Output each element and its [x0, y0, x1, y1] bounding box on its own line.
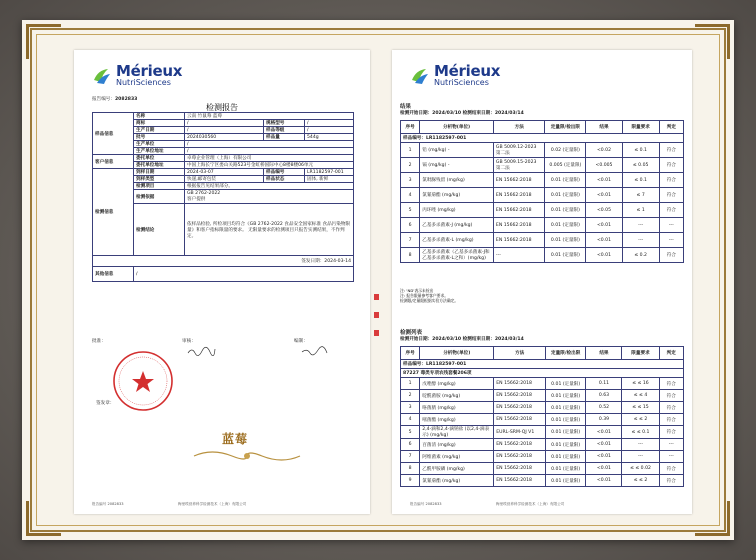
- table-cell: 0.01 (定量限): [545, 451, 586, 463]
- table-cell: ---: [659, 439, 683, 451]
- page-tab-marker: [374, 312, 379, 318]
- field-label: 到样类型: [134, 176, 185, 183]
- field-label: 检测依据: [134, 190, 185, 204]
- table-cell: 2: [401, 158, 420, 173]
- field-label: 到样日期: [134, 169, 185, 176]
- table-cell: 0.01 (定量限): [545, 414, 586, 426]
- field-value: /: [134, 267, 354, 282]
- report-number-value: 2082833: [114, 97, 138, 102]
- table-cell: 符合: [659, 402, 683, 414]
- official-seal-icon: [112, 350, 174, 412]
- table-cell: GB 5009.15-2023 第二法: [493, 158, 545, 173]
- table-cell: ---: [493, 248, 545, 263]
- issue-date: 签发日期：2024-03-14: [93, 256, 354, 267]
- table-cell: 阿维菌素 (mg/kg): [420, 451, 494, 463]
- table-cell: ≤ ≤ 15: [622, 402, 659, 414]
- table-row: [401, 451, 684, 463]
- table-cell: 0.52: [586, 402, 622, 414]
- column-header: 结果: [586, 347, 622, 360]
- column-header: 定量限/检出限: [545, 347, 586, 360]
- table-cell: EN 15662:2018: [494, 463, 546, 475]
- row-group-label: 样品信息: [93, 113, 134, 155]
- column-header: 结果: [586, 121, 622, 134]
- table-cell: 符合: [659, 248, 683, 263]
- signature-icon: [186, 346, 216, 356]
- table-cell: 0.01 (定量限): [545, 402, 586, 414]
- field-value: /: [185, 127, 264, 134]
- note-line: 检测限/定量限根据实验方法确定。: [400, 298, 459, 303]
- field-label: 样品编号: [264, 169, 305, 176]
- table-cell: 符合: [659, 158, 683, 173]
- field-label: 生产单位地址: [134, 148, 185, 155]
- table-cell: ≤ ≤ 2: [622, 475, 659, 487]
- table-cell: <0.01: [586, 248, 622, 263]
- table-cell: 符合: [659, 414, 683, 426]
- corner-ornament: [695, 501, 730, 536]
- table-cell: <0.01: [586, 463, 622, 475]
- table-cell: 乙基多杀菌素-J (mg/kg): [420, 218, 494, 233]
- results-table: [400, 120, 684, 263]
- field-label: 委托单位地址: [134, 162, 185, 169]
- table-cell: ---: [659, 218, 683, 233]
- table-cell: 啶酰菌胺 (mg/kg): [420, 390, 494, 402]
- table-cell: ---: [659, 451, 683, 463]
- note-line: 注: 报告限量参考客户要求。: [400, 293, 449, 298]
- report-page-right: [392, 50, 692, 514]
- report-number-label: 报告编号：: [92, 97, 115, 102]
- table-row: [401, 378, 684, 390]
- field-value: /: [305, 120, 354, 127]
- table-cell: 符合: [659, 390, 683, 402]
- table-row: [401, 203, 684, 218]
- table-cell: EURL-SRM-QJ V1: [494, 426, 546, 439]
- table-row: [401, 248, 684, 263]
- table-cell: ---: [659, 233, 683, 248]
- table-cell: 1: [401, 143, 420, 158]
- field-label: 名称: [134, 113, 185, 120]
- table-cell: 0.01 (定量限): [545, 248, 586, 263]
- table-cell: EN 15662:2018: [493, 188, 545, 203]
- field-value: 根据报告见结果部分。: [185, 183, 354, 190]
- table-cell: 0.01 (定量限): [545, 463, 586, 475]
- sample-info-table: [92, 112, 354, 282]
- table-cell: 0.01 (定量限): [545, 439, 586, 451]
- table-cell: EN 15662:2018: [494, 475, 546, 487]
- sample-number: 样品编号：LR1182597-001: [401, 134, 684, 143]
- table-cell: 0.02 (定量限): [545, 143, 586, 158]
- table-cell: 6: [401, 439, 420, 451]
- table-cell: ≤ 0.05: [622, 158, 659, 173]
- column-header: 序号: [401, 121, 420, 134]
- table-cell: 4: [401, 188, 420, 203]
- table-cell: EN 15662:2018: [493, 218, 545, 233]
- table-cell: EN 15662:2018: [494, 402, 546, 414]
- field-value: /: [185, 141, 354, 148]
- table-cell: ≤ ≤ 16: [622, 378, 659, 390]
- table-row: [401, 143, 684, 158]
- table-cell: ---: [622, 451, 659, 463]
- table-cell: 0.11: [586, 378, 622, 390]
- page-title: 检测报告: [206, 103, 238, 112]
- field-label: 规格型号: [264, 120, 305, 127]
- report-page-left: [74, 50, 370, 514]
- table-cell: <0.01: [586, 173, 622, 188]
- sign-prepare: 审核：: [182, 339, 196, 344]
- results-notes: [400, 288, 458, 303]
- table-cell: 符合: [659, 143, 683, 158]
- table-cell: 7: [401, 451, 420, 463]
- table-cell: EN 15662:2018: [494, 439, 546, 451]
- table-row: [401, 414, 684, 426]
- table-cell: EN 15662:2018: [494, 390, 546, 402]
- table-row: [401, 439, 684, 451]
- table-cell: ---: [622, 233, 659, 248]
- field-value: /: [305, 127, 354, 134]
- table-cell: GB 5009.12-2023 第二法: [493, 143, 545, 158]
- table-cell: 符合: [659, 426, 683, 439]
- table-cell: 0.01 (定量限): [545, 188, 586, 203]
- table-row: [93, 256, 354, 267]
- table-cell: <0.01: [586, 451, 622, 463]
- column-header: 定量限/检出限: [545, 121, 586, 134]
- field-value: LR1182597-001: [305, 169, 354, 176]
- column-header: 限量要求: [622, 121, 659, 134]
- field-value: /: [185, 148, 354, 155]
- table-cell: 5: [401, 203, 420, 218]
- table-cell: 嘧菌酯 (mg/kg): [420, 414, 494, 426]
- table-cell: 乙基多杀菌素-L (mg/kg): [420, 233, 494, 248]
- table-cell: EN 15662:2018: [494, 378, 546, 390]
- table-cell: <0.05: [586, 203, 622, 218]
- table-row: [93, 113, 354, 120]
- column-header: 判定: [659, 121, 683, 134]
- field-value: 2024-03-07: [185, 169, 264, 176]
- section-list-title: 检测列表: [400, 330, 423, 336]
- field-value: 2024030560: [185, 134, 264, 141]
- table-row: [401, 475, 684, 487]
- column-header: 限量要求: [622, 347, 659, 360]
- stamp-label: 签发章：: [96, 401, 115, 406]
- test-package-label: 87227 莓类专项农残套餐206项: [401, 369, 684, 378]
- product-name: 蓝莓: [222, 432, 249, 446]
- table-row: [401, 463, 684, 475]
- table-cell: ≤ 7: [622, 188, 659, 203]
- brand-name: Mérieux: [434, 62, 501, 80]
- field-value: 固体, 新鲜: [305, 176, 354, 183]
- corner-ornament: [26, 24, 61, 59]
- table-row: [401, 360, 684, 369]
- field-label: 检测结论: [134, 204, 185, 256]
- field-label: 样品等级: [264, 127, 305, 134]
- table-row: [93, 267, 354, 282]
- brand-sub: NutriSciences: [434, 78, 489, 87]
- footer-left: 报告编号 2082833: [92, 502, 124, 506]
- table-cell: 氯氰菊酯 (mg/kg): [420, 188, 494, 203]
- field-label: 生产日期: [134, 127, 185, 134]
- table-cell: 6: [401, 218, 420, 233]
- brand-logo: [92, 62, 212, 90]
- logo-mark-icon: [410, 66, 430, 86]
- table-cell: 氯氰菊酯 (mg/kg): [420, 475, 494, 487]
- corner-ornament: [26, 501, 61, 536]
- table-cell: 镉 (mg/kg) -: [420, 158, 494, 173]
- table-cell: <0.01: [586, 218, 622, 233]
- table-row: [401, 134, 684, 143]
- table-cell: 0.01 (定量限): [545, 426, 586, 439]
- table-cell: 符合: [659, 378, 683, 390]
- table-cell: ≤ ≤ 2: [622, 414, 659, 426]
- table-cell: 氯吡脲残留 (mg/kg): [420, 173, 494, 188]
- field-value: 云南 竹鼠莓 蓝莓: [185, 113, 354, 120]
- table-cell: 铅 (mg/kg) -: [420, 143, 494, 158]
- table-cell: 0.01 (定量限): [545, 233, 586, 248]
- table-cell: 1: [401, 378, 420, 390]
- list-meta: 检测开始日期：2024/03/10 检测结束日期：2024/03/14: [400, 337, 524, 342]
- table-cell: ≤ 0.1: [622, 143, 659, 158]
- table-cell: 9: [401, 475, 420, 487]
- table-cell: 0.01 (定量限): [545, 390, 586, 402]
- field-label: 样品量: [264, 134, 305, 141]
- table-cell: 0.01 (定量限): [545, 203, 586, 218]
- field-value: /: [185, 120, 264, 127]
- field-value: 依样品检验, 所检项目均符合《GB 2762-2022 食品安全国家标准 食品污染物限量》和客户指标限量的要求。 无限量要求的检测项目只报告实测结果，不作判定。: [185, 204, 354, 256]
- row-group-label: 检测信息: [93, 169, 134, 256]
- note-line: 注: ‘ND’表示未检出: [400, 288, 434, 293]
- table-cell: 符合: [659, 203, 683, 218]
- table-cell: 0.01 (定量限): [545, 475, 586, 487]
- table-cell: 百菌清 (mg/kg): [420, 439, 494, 451]
- table-cell: 乙酰甲胺磷 (mg/kg): [420, 463, 494, 475]
- footer-mid: 梅里埃营养科学检测技术（上海）有限公司: [496, 502, 565, 506]
- table-cell: ≤ ≤ 0.1: [622, 426, 659, 439]
- table-row: [401, 402, 684, 414]
- field-value: 快递,邮寄包装: [185, 176, 264, 183]
- corner-ornament: [695, 24, 730, 59]
- field-label: 批号: [134, 134, 185, 141]
- table-cell: 乙基多杀菌素（乙基多杀菌素-J和乙基多杀菌素-L之和）(mg/kg): [420, 248, 494, 263]
- table-cell: ---: [622, 218, 659, 233]
- table-cell: 丙环唑 (mg/kg): [420, 203, 494, 218]
- table-cell: ---: [622, 439, 659, 451]
- table-row: [401, 233, 684, 248]
- table-cell: 3: [401, 402, 420, 414]
- section-results-title: 结果: [400, 104, 412, 110]
- column-header: 分析物(单位): [420, 121, 494, 134]
- table-cell: <0.01: [586, 426, 622, 439]
- table-cell: 咯菌腈 (mg/kg): [420, 402, 494, 414]
- table-cell: 戊唑醇 (mg/kg): [420, 378, 494, 390]
- table-cell: ≤ 1: [622, 203, 659, 218]
- table-header-row: [401, 347, 684, 360]
- table-header-row: [401, 121, 684, 134]
- table-cell: <0.01: [586, 439, 622, 451]
- table-cell: <0.01: [586, 475, 622, 487]
- table-cell: <0.01: [586, 233, 622, 248]
- table-row: [401, 188, 684, 203]
- brand-name: Mérieux: [116, 62, 183, 80]
- field-label: 委托单位: [134, 155, 185, 162]
- brand-logo: [410, 62, 530, 90]
- table-cell: ≤ 0.2: [622, 248, 659, 263]
- field-label: 检测项目: [134, 183, 185, 190]
- table-row: [401, 158, 684, 173]
- table-cell: 0.01 (定量限): [545, 218, 586, 233]
- footer-left: 报告编号 2082833: [410, 502, 442, 506]
- logo-mark-icon: [92, 66, 112, 86]
- table-row: [401, 426, 684, 439]
- sign-approve: 批准：: [92, 339, 106, 344]
- table-cell: ≤ ≤ 4: [622, 390, 659, 402]
- table-cell: 符合: [659, 188, 683, 203]
- pesticide-table: [400, 346, 684, 487]
- page-tab-marker: [374, 330, 379, 336]
- table-cell: 2,4-滴和2,4-滴钠盐 (以2,4-滴表示) (mg/kg): [420, 426, 494, 439]
- field-value: 544g: [305, 134, 354, 141]
- table-row: [401, 173, 684, 188]
- footer-mid: 梅里埃营养科学检测技术（上海）有限公司: [178, 502, 247, 506]
- gold-ornament-icon: [192, 448, 302, 464]
- table-row: [93, 155, 354, 162]
- signature-icon: [300, 346, 330, 356]
- table-cell: 0.01 (定量限): [545, 378, 586, 390]
- table-row: [401, 369, 684, 378]
- table-cell: 7: [401, 233, 420, 248]
- table-cell: 4: [401, 414, 420, 426]
- sample-number: 样品编号：LR1182597-001: [401, 360, 684, 369]
- field-value: 卓莓企业管理（上海）有限公司: [185, 155, 354, 162]
- table-cell: 5: [401, 426, 420, 439]
- field-value: 中国上海长宁区娄山关路523号金虹桥国际中心8楼8楼06单元: [185, 162, 354, 169]
- results-meta: 检测开始日期：2024/03/10 检测结束日期：2024/03/14: [400, 111, 524, 116]
- field-label: 样品状态: [264, 176, 305, 183]
- certificate-frame: [22, 20, 734, 540]
- table-cell: <0.02: [586, 143, 622, 158]
- field-label: 商标: [134, 120, 185, 127]
- row-group-label: 客户信息: [93, 155, 134, 169]
- column-header: 判定: [659, 347, 683, 360]
- table-cell: <0.005: [586, 158, 622, 173]
- table-cell: 0.005 (定量限): [545, 158, 586, 173]
- table-cell: ≤ ≤ 0.02: [622, 463, 659, 475]
- table-cell: 0.01 (定量限): [545, 173, 586, 188]
- table-cell: 0.63: [586, 390, 622, 402]
- table-cell: ≤ 0.1: [622, 173, 659, 188]
- page-tab-marker: [374, 294, 379, 300]
- column-header: 方法: [493, 121, 545, 134]
- table-cell: 8: [401, 463, 420, 475]
- field-label: 生产单位: [134, 141, 185, 148]
- table-cell: 符合: [659, 463, 683, 475]
- table-cell: 符合: [659, 173, 683, 188]
- table-row: [401, 218, 684, 233]
- table-cell: 3: [401, 173, 420, 188]
- row-group-label: 其他信息: [93, 267, 134, 282]
- table-cell: EN 15662:2018: [494, 451, 546, 463]
- table-cell: 2: [401, 390, 420, 402]
- table-cell: EN 15662:2018: [493, 203, 545, 218]
- column-header: 分析物(单位): [420, 347, 494, 360]
- table-cell: EN 15662:2018: [493, 233, 545, 248]
- column-header: 序号: [401, 347, 420, 360]
- table-row: [93, 169, 354, 176]
- table-cell: 符合: [659, 475, 683, 487]
- column-header: 方法: [494, 347, 546, 360]
- table-cell: EN 15662:2018: [493, 173, 545, 188]
- table-cell: EN 15662:2018: [494, 414, 546, 426]
- table-row: [401, 390, 684, 402]
- field-value: GB 2762-2022 客户提供: [185, 190, 354, 204]
- table-cell: <0.01: [586, 188, 622, 203]
- brand-sub: NutriSciences: [116, 78, 171, 87]
- table-cell: 8: [401, 248, 420, 263]
- table-cell: 0.39: [586, 414, 622, 426]
- sign-edit: 编制：: [294, 339, 308, 344]
